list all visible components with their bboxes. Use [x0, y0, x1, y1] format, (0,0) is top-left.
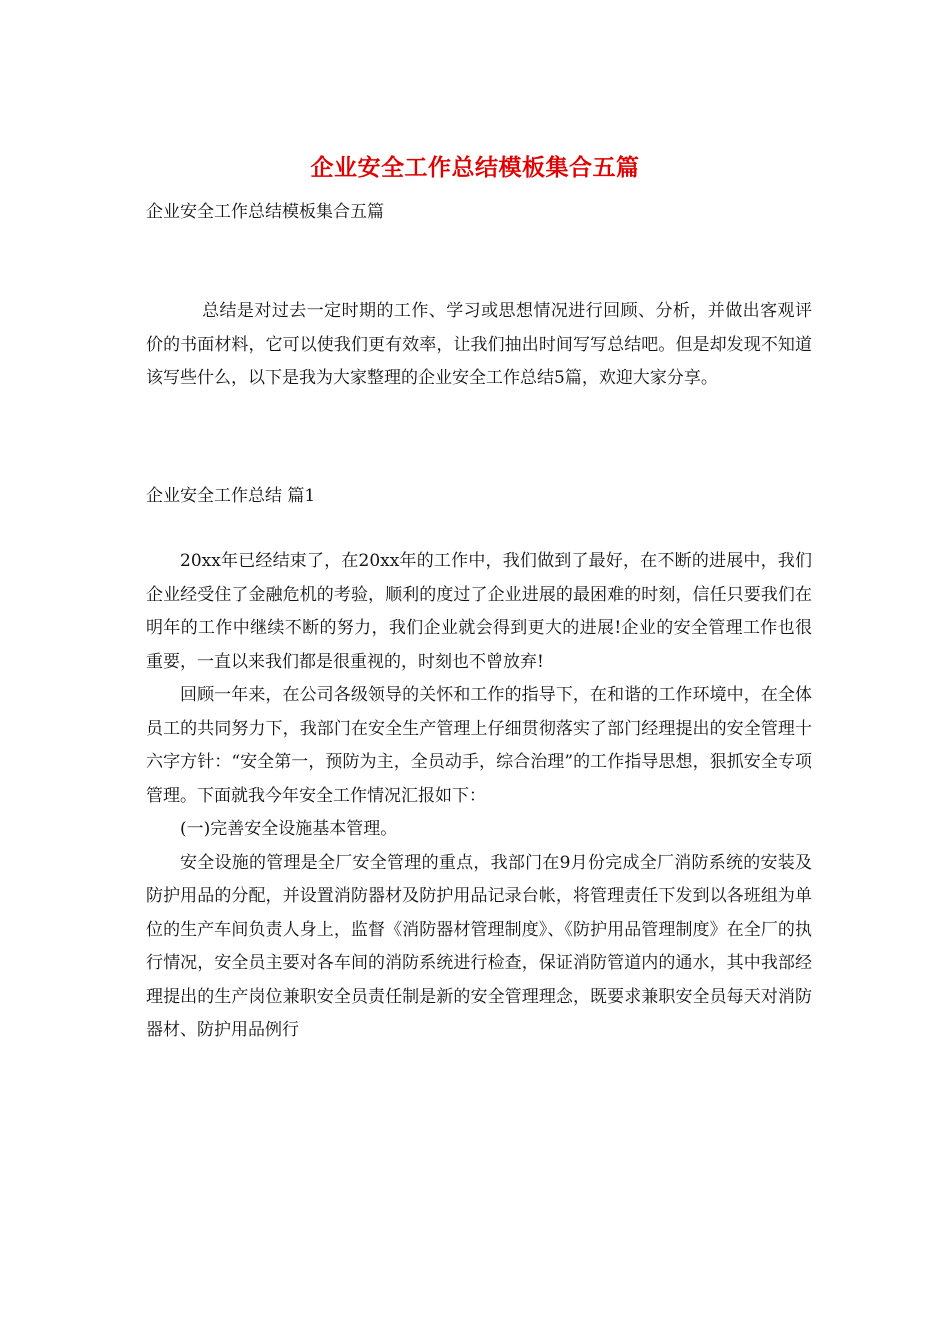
body-paragraph: (一)完善安全设施基本管理。: [180, 819, 398, 839]
section-heading: 企业安全工作总结 篇1: [146, 486, 316, 506]
document-subtitle: 企业安全工作总结模板集合五篇: [146, 202, 384, 222]
body-paragraph: 20xx年已经结束了，在20xx年的工作中，我们做到了最好，在不断的进展中，我们企业经受住了金融危机的考验，顺利的度过了企业进展的最困难的时刻，信任只要我们在明年的工作中继续不断的努力，我们企业就会得到更大的进展!企业的安全管理工作也很重要，一直以来我们都是很重视的，时刻也不曾放弃!: [146, 551, 812, 672]
intro-block: [146, 295, 812, 396]
section-body: [146, 545, 812, 1048]
intro-paragraph: 总结是对过去一定时期的工作、学习或思想情况进行回顾、分析，并做出客观评价的书面材料，它可以使我们更有效率，让我们抽出时间写写总结吧。但是却发现不知道该写些什么，以下是我为大家整理的企业安全工作总结5篇，欢迎大家分享。: [146, 301, 812, 388]
body-paragraph: 回顾一年来，在公司各级领导的关怀和工作的指导下，在和谐的工作环境中，在全体员工的共同努力下，我部门在安全生产管理上仔细贯彻落实了部门经理提出的安全管理十六字方针：“安全第一，预防为主，全员动手，综合治理”的工作指导思想，狠抓安全专项管理。下面就我今年安全工作情况汇报如下：: [146, 685, 812, 806]
body-paragraph: 安全设施的管理是全厂安全管理的重点，我部门在9月份完成全厂消防系统的安装及防护用品的分配，并设置消防器材及防护用品记录台帐，将管理责任下发到以各班组为单位的生产车间负责人身上，监督《消防器材管理制度》、《防护用品管理制度》在全厂的执行情况，安全员主要对各车间的消防系统进行检查，保证消防管道内的通水，其中我部经理提出的生产岗位兼职安全员责任制是新的安全管理理念，既要求兼职安全员每天对消防器材、防护用品例行: [146, 852, 812, 1040]
document-title: 企业安全工作总结模板集合五篇: [310, 154, 640, 181]
